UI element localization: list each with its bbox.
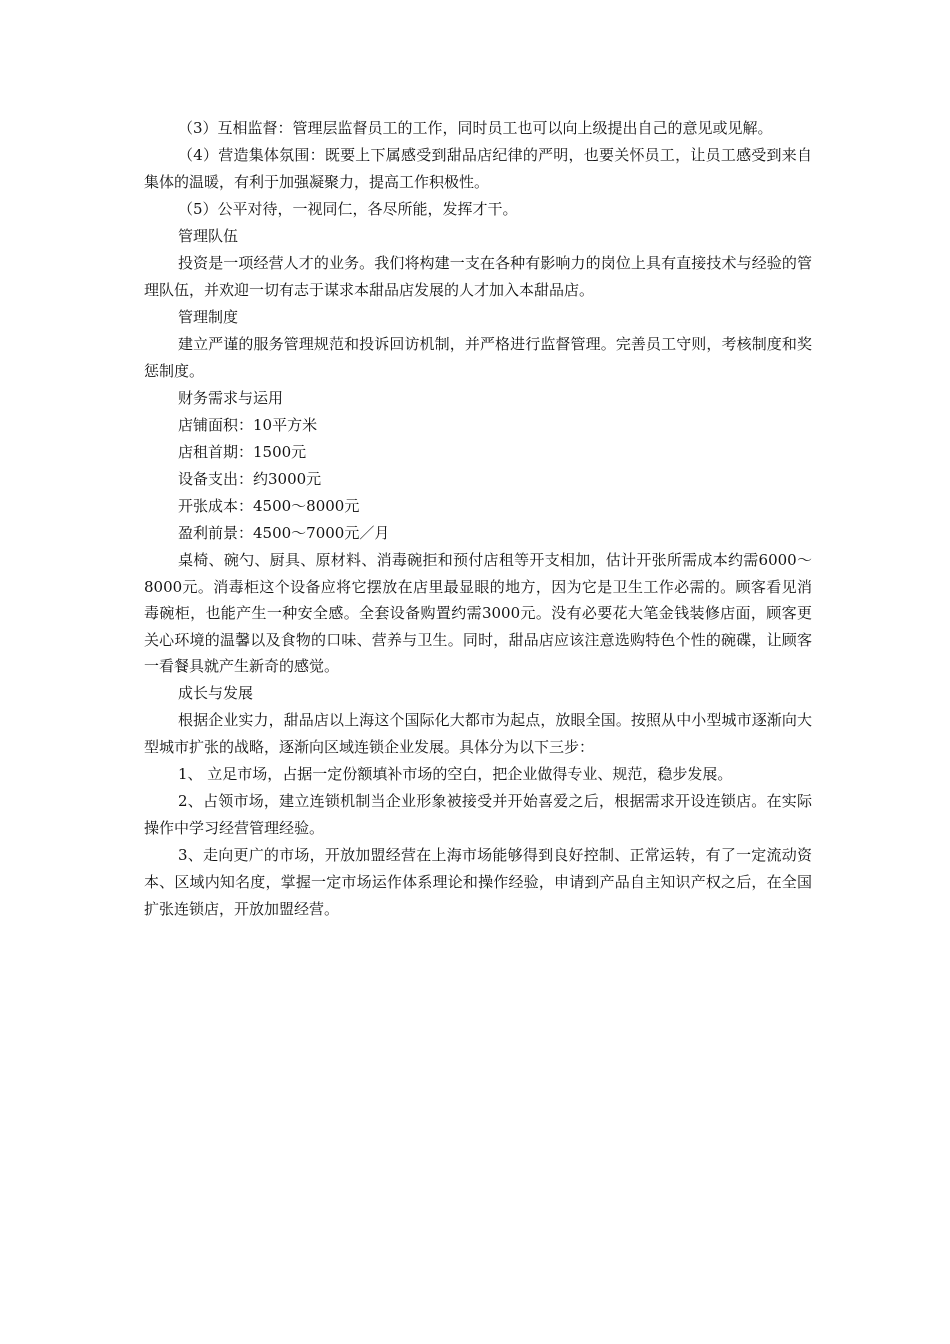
finance-item-opening-cost: 开张成本：4500～8000元 [178, 497, 360, 515]
finance-item-profit-outlook: 盈利前景：4500～7000元／月 [178, 524, 390, 542]
paragraph-step-2: 2、占领市场，建立连锁机制当企业形象被接受并开始喜爱之后，根据需求开设连锁店。在实际操作中学习经营管理经验。 [144, 791, 812, 837]
finance-item-store-area: 店铺面积：10平方米 [178, 416, 318, 434]
paragraph-step-3: 3、走向更广的市场，开放加盟经营在上海市场能够得到良好控制、正常运转，有了一定流动资本、区域内知名度，掌握一定市场运作体系理论和操作经验，申请到产品自主知识产权之后，在全国扩张连锁店，开放加盟经营。 [144, 845, 812, 918]
paragraph-fair-treatment: （5）公平对待，一视同仁，各尽所能，发挥才干。 [178, 200, 518, 218]
paragraph-mutual-supervision: （3）互相监督：管理层监督员工的工作，同时员工也可以向上级提出自己的意见或见解。 [178, 119, 773, 137]
paragraph-management-team: 投资是一项经营人才的业务。我们将构建一支在各种有影响力的岗位上具有直接技术与经验的管理队伍，并欢迎一切有志于谋求本甜品店发展的人才加入本甜品店。 [144, 254, 812, 299]
heading-growth-development: 成长与发展 [178, 683, 254, 702]
paragraph-cost-details: 桌椅、碗勺、厨具、原材料、消毒碗拒和预付店租等开支相加，估计开张所需成本约需6000～8000元。消毒柜这个设备应将它摆放在店里最显眼的地方，因为它是卫生工作必需的。顾客看见消毒碗柜，也能产生一种安全感。全套设备购置约需3000元。没有必要花大笔金钱装修店面，顾客更关心环境的温馨以及食物的口味、营养与卫生。同时，甜品店应该注意选购特色个性的碗碟，让顾客一看餐具就产生新奇的感觉。 [144, 551, 812, 675]
paragraph-collective-atmosphere: （4）营造集体氛围：既要上下属感受到甜品店纪律的严明，也要关怀员工，让员工感受到来自集体的温暖，有利于加强凝聚力，提高工作积极性。 [144, 146, 812, 191]
finance-item-first-rent: 店租首期：1500元 [178, 443, 307, 461]
paragraph-growth-strategy: 根据企业实力，甜品店以上海这个国际化大都市为起点，放眼全国。按照从中小型城市逐渐向大型城市扩张的战略，逐渐向区域连锁企业发展。具体分为以下三步： [144, 710, 812, 756]
paragraph-management-system: 建立严谨的服务管理规范和投诉回访机制，并严格进行监督管理。完善员工守则，考核制度和奖惩制度。 [144, 335, 812, 380]
heading-management-system: 管理制度 [178, 308, 239, 326]
paragraph-step-1: 1、 立足市场，占据一定份额填补市场的空白，把企业做得专业、规范，稳步发展。 [178, 764, 733, 783]
heading-management-team: 管理队伍 [178, 227, 239, 245]
heading-financial-needs: 财务需求与运用 [178, 389, 284, 407]
document-body [144, 115, 812, 923]
finance-item-equipment: 设备支出：约3000元 [178, 470, 322, 488]
